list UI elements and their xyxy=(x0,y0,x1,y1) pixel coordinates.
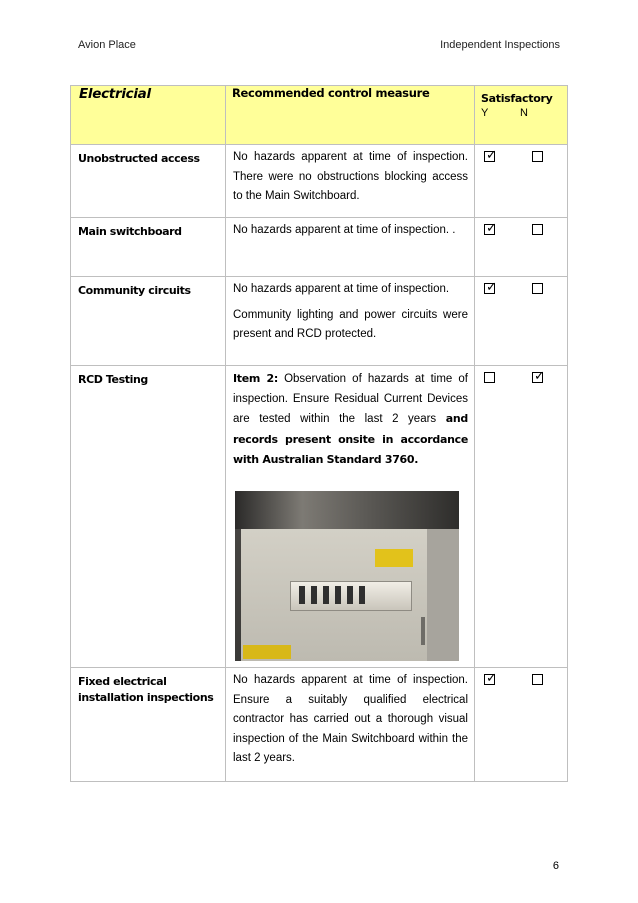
row-text: No hazards apparent at time of inspection. . xyxy=(233,224,456,236)
checkbox-yes[interactable] xyxy=(484,279,497,294)
checkbox-yes[interactable] xyxy=(484,670,497,685)
checkbox-no[interactable] xyxy=(532,151,543,162)
header-cell-satisfactory xyxy=(475,86,568,145)
item-label: Item 2: xyxy=(233,372,278,385)
row-name: Community circuits xyxy=(78,284,191,297)
category-title: Electricial xyxy=(79,86,151,102)
row-name: Fixed electrical installation inspections xyxy=(78,675,214,704)
row-text: No hazards apparent at time of inspection. There were no obstructions blocking access to the Main Switchboard. xyxy=(233,151,468,202)
checkbox-yes[interactable] xyxy=(484,372,495,383)
satisfactory-header: Satisfactory xyxy=(481,92,553,105)
table-row xyxy=(71,145,568,218)
checkbox-no[interactable] xyxy=(532,224,543,235)
header-right: Independent Inspections xyxy=(440,39,560,51)
header-left: Avion Place xyxy=(78,39,136,51)
row-text xyxy=(226,277,474,351)
table-row xyxy=(71,277,568,366)
row-text-line1: No hazards apparent at time of inspection. xyxy=(233,283,450,295)
inspection-table xyxy=(70,85,568,782)
check-icon: ✓ xyxy=(486,279,497,294)
checkbox-no[interactable] xyxy=(532,283,543,294)
checkbox-yes[interactable] xyxy=(484,220,497,235)
row-text-bold: and records present onsite in accordance with Australian Standard 3760. xyxy=(233,412,468,466)
switchboard-photo xyxy=(235,491,459,661)
row-name: RCD Testing xyxy=(78,373,148,386)
row-text-main: Observation of hazards at time of inspection. Ensure Residual Current Devices are tested within the last 2 years xyxy=(233,373,468,425)
row-name: Main switchboard xyxy=(78,225,182,238)
row-checkboxes xyxy=(475,366,567,390)
row-text-line2: Community lighting and power circuits were present and RCD protected. xyxy=(233,308,468,340)
table-row xyxy=(71,668,568,782)
checkbox-yes[interactable] xyxy=(484,147,497,162)
check-icon: ✓ xyxy=(534,368,545,383)
page-number: 6 xyxy=(552,860,559,872)
header-cell-category xyxy=(71,86,226,145)
check-icon: ✓ xyxy=(486,220,497,235)
row-checkboxes xyxy=(475,277,567,301)
row-name: Unobstructed access xyxy=(78,152,200,165)
table-header-row xyxy=(71,86,568,145)
check-icon: ✓ xyxy=(486,147,497,162)
table-row xyxy=(71,218,568,277)
row-text: No hazards apparent at time of inspection. Ensure a suitably qualified electrical contractor has carried out a thorough visual inspection of the Main Switchboard within the last 2 years. xyxy=(233,674,468,764)
table-row xyxy=(71,366,568,668)
yes-label: Y xyxy=(481,107,489,119)
row-text xyxy=(226,366,474,477)
row-checkboxes xyxy=(475,145,567,169)
checkbox-no[interactable] xyxy=(532,368,545,383)
control-measure-header: Recommended control measure xyxy=(232,86,430,100)
row-checkboxes xyxy=(475,668,567,692)
row-checkboxes xyxy=(475,218,567,242)
check-icon: ✓ xyxy=(486,670,497,685)
no-label: N xyxy=(520,107,528,119)
header-cell-control xyxy=(226,86,475,145)
checkbox-no[interactable] xyxy=(532,674,543,685)
